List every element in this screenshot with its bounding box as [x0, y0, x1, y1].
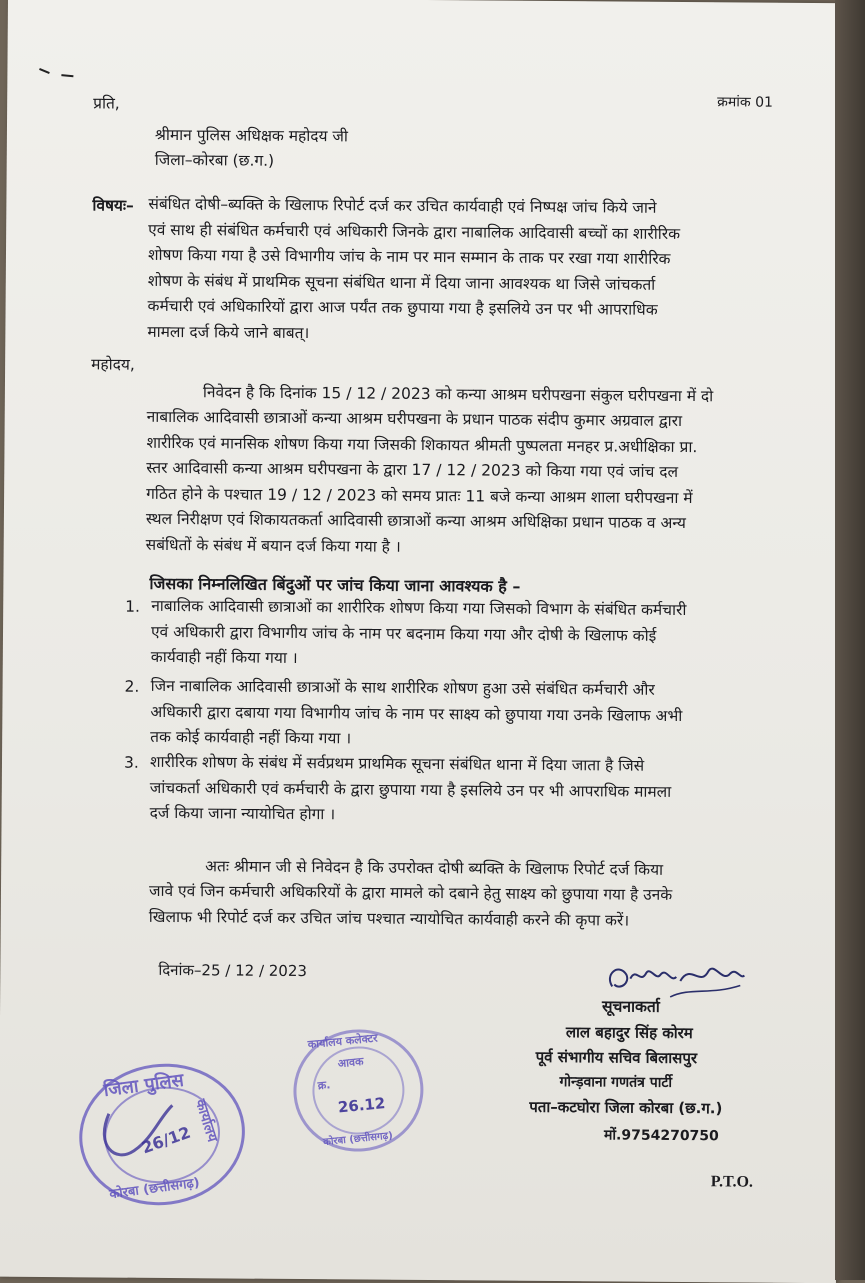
stamp-handwritten-date: 26/12 — [139, 1122, 193, 1158]
margin-mark — [35, 63, 79, 83]
point-number: 2. — [124, 677, 140, 696]
point-line: नाबालिक आदिवासी छात्राओं का शारीरिक शोषण किया गया जिसको विभाग के संबंधित कर्मचारी — [151, 596, 687, 620]
point-line: शारीरिक शोषण के संबंध में सर्वप्रथम प्राथमिक सूचना संबंधित थाना में दिया जाता है जिसे — [149, 752, 645, 775]
body-line: स्थल निरीक्षण एवं शिकायतकर्ता आदिवासी छात्राओं कन्या आश्रम अधिक्षिका प्रधान पाठक व अन्य — [145, 509, 686, 533]
stamp-text: कोरबा (छत्तीसगढ़) — [322, 1130, 394, 1149]
stamp-text: कार्यालय कलेक्टर — [307, 1031, 379, 1052]
body-paragraph-cont — [146, 405, 805, 563]
body-line: सबंधितों के संबंध में बयान दर्ज किया गया है । — [145, 535, 401, 556]
pto-mark: P.T.O. — [710, 1173, 754, 1191]
stamp-text: क्र. — [317, 1078, 332, 1093]
point-line: एवं अधिकारी द्वारा विभागीय जांच के नाम पर बदनाम किया गया और दोषी के खिलाफ कोई — [150, 622, 657, 645]
letter-date: दिनांक–25 / 12 / 2023 — [158, 960, 308, 981]
point-line: जिन नाबालिक आदिवासी छात्राओं के साथ शारीरिक शोषण हुआ उसे संबंधित कर्मचारी और — [150, 676, 655, 699]
collector-office-stamp — [288, 1023, 429, 1157]
stamp-text: कोरबा (छत्तीसगढ़) — [108, 1175, 201, 1203]
subject-line: कर्मचारी एवं अधिकारियों द्वारा आज पर्यंत तक छुपाया गया है इसलिये उन पर भी आपराधिक — [147, 296, 658, 319]
point-line: कार्यवाही नहीं किया गया । — [150, 647, 298, 668]
body-line: स्तर आदिवासी कन्या आश्रम घरीपखना के द्वारा 17 / 12 / 2023 को किया गया एवं जांच दल — [146, 458, 679, 481]
subject-line: एवं साथ ही संबंधित कर्मचारी एवं अधिकारी जिनके द्वारा नाबालिक आदिवासी बच्चों का शारीरिक — [148, 220, 681, 243]
district-line: जिला–कोरबा (छ.ग.) — [154, 150, 275, 170]
point-item — [151, 594, 800, 676]
subject-line: संबंधित दोषी–ब्यक्ति के खिलाफ रिपोर्ट दर्ज कर उचित कार्यवाही एवं निष्पक्ष जांच किये जाने — [148, 194, 657, 217]
signatory-mobile: मों.9754270750 — [604, 1127, 719, 1145]
point-line: तक कोई कार्यवाही नहीं किया गया । — [150, 727, 352, 748]
stamp-handwritten-date: 26.12 — [337, 1094, 387, 1117]
salutation: महोदय, — [91, 355, 135, 374]
signatory-role: सूचनाकर्ता — [602, 997, 660, 1016]
closing-line: खिलाफ भी रिपोर्ट दर्ज कर उचित जांच पश्चात न्यायोचित कार्यवाही करने की कृपा करें। — [148, 907, 630, 930]
addressee: श्रीमान पुलिस अधिक्षक महोदय जी — [154, 125, 349, 146]
background-edge — [835, 0, 865, 1280]
body-line: शारीरिक एवं मानसिक शोषण किया गया जिसकी शिकायत श्रीमती पुष्पलता मनहर प्र.अधीक्षिका प्रा. — [146, 433, 698, 456]
police-office-stamp — [71, 1054, 254, 1216]
point-item — [150, 674, 799, 756]
body-line: नाबालिक आदिवासी छात्राओं कन्या आश्रम घरीपखना के प्रधान पाठक संदीप कुमार अग्रवाल द्वारा — [146, 407, 683, 431]
subject-text — [147, 192, 810, 350]
subject-label: विषयः– — [92, 196, 134, 215]
subject-line: शोषण के संबंध में प्राथमिक सूचना संबंधित थाना में दिया जाना आवश्यक था जिसे जांचकर्ता — [147, 271, 656, 294]
prati-label: प्रति, — [93, 94, 120, 113]
point-item — [150, 750, 799, 832]
closing-line: अतः श्रीमान जी से निवेदन है कि उपरोक्त दोषी ब्यक्ति के खिलाफ रिपोर्ट दर्ज किया — [205, 857, 664, 879]
signatory-party: गोन्ड़वाना गणतंत्र पार्टी — [559, 1074, 673, 1091]
subject-line: मामला दर्ज किये जाने बाबत्। — [147, 322, 310, 342]
stamp-text: आवक — [337, 1054, 365, 1071]
point-line: दर्ज किया जाना न्यायोचित होगा । — [149, 803, 336, 824]
body-line: निवेदन है कि दिनांक 15 / 12 / 2023 को कन्या आश्रम घरीपखना संकुल घरीपखना में दो — [202, 383, 714, 406]
stamp-text: जिला पुलिस — [102, 1069, 185, 1102]
body-line: गठित होने के पश्चात 19 / 12 / 2023 को समय प्रातः 11 बजे कन्या आश्रम शाला घरीपखना में — [146, 484, 693, 507]
signatory-name: लाल बहादुर सिंह कोरम — [565, 1023, 693, 1043]
closing-paragraph-cont — [149, 879, 801, 935]
point-number: 3. — [123, 753, 139, 772]
points-heading: जिसका निम्नलिखित बिंदुओं पर जांच किया जाना आवश्यक है – — [149, 573, 521, 596]
stamp-scribble — [88, 1095, 186, 1176]
closing-line: जावे एवं जिन कर्मचारी अधिकरियों के द्वारा मामले को दबाने हेतु साक्ष्य को छुपाया गया है उनके — [148, 881, 673, 904]
point-number: 1. — [125, 597, 141, 616]
subject-line: शोषण किया गया है उसे विभागीय जांच के नाम पर मान सम्मान के ताक पर रखा गया शारीरिक — [147, 245, 671, 268]
stamp-text: कार्यालय — [191, 1097, 221, 1144]
signatory-designation: पूर्व संभागीय सचिव बिलासपुर — [535, 1047, 698, 1068]
point-line: अधिकारी द्वारा दबाया गया विभागीय जांच के नाम पर साक्ष्य को छुपाया गया उनके खिलाफ अभी — [150, 702, 683, 725]
signatory-address: पता–कटघोरा जिला कोरबा (छ.ग.) — [529, 1097, 723, 1118]
point-line: जांचकर्ता अधिकारी एवं कर्मचारी के द्वारा छुपाया गया है इसलिये उन पर भी आपराधिक मामला — [149, 778, 672, 801]
serial-number: क्रमांक 01 — [717, 94, 774, 111]
